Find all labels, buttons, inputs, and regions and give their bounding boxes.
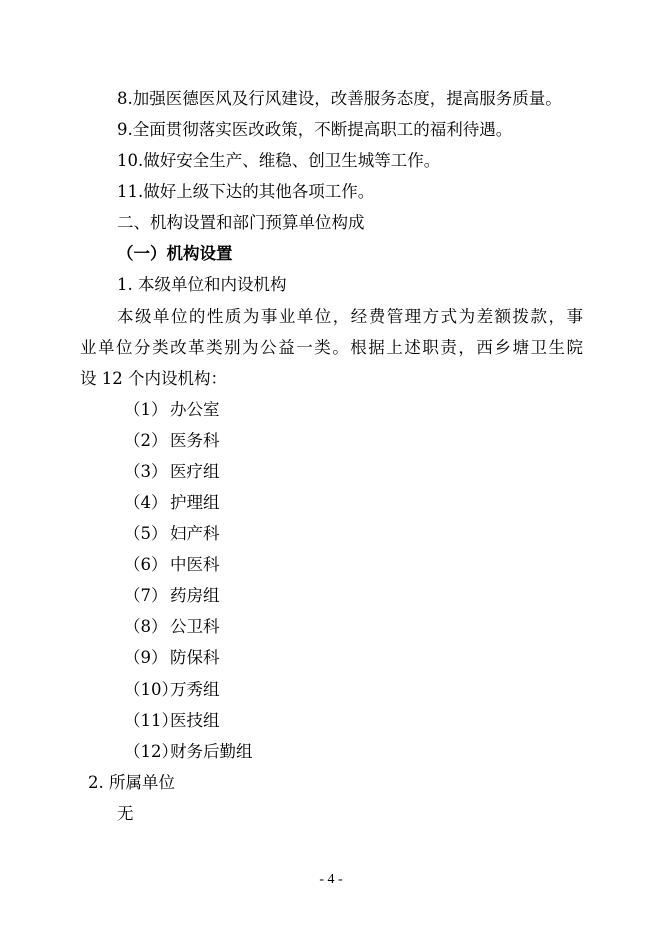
department-name: 办公室	[170, 400, 220, 419]
department-name: 妇产科	[170, 524, 220, 543]
department-number: （9）	[124, 648, 168, 667]
department-number: （12）	[124, 742, 178, 761]
paragraph-line: 本级单位的性质为事业单位，经费管理方式为差额拨款，事	[117, 307, 583, 326]
department-number: （2）	[124, 431, 168, 450]
department-item	[124, 462, 220, 482]
department-item	[124, 680, 220, 700]
department-item	[124, 524, 220, 544]
page-number: - 4 -	[319, 872, 343, 887]
department-name: 中医科	[170, 555, 220, 574]
department-number: （10）	[124, 680, 178, 699]
department-number: （6）	[124, 555, 168, 574]
department-name: 财务后勤组	[170, 742, 253, 761]
department-item	[124, 617, 220, 637]
paragraph-line: 设 12 个内设机构：	[80, 369, 227, 388]
department-item	[124, 648, 220, 668]
department-number: （8）	[124, 617, 168, 636]
sub-heading-affiliated-units: 2. 所属单位	[88, 773, 175, 792]
department-number: （3）	[124, 462, 168, 481]
department-number: （11）	[124, 711, 178, 730]
department-name: 药房组	[170, 586, 220, 605]
department-name: 护理组	[170, 493, 220, 512]
work-item: 11.做好上级下达的其他各项工作。	[117, 182, 375, 201]
department-number: （1）	[124, 400, 168, 419]
section-heading: 二、机构设置和部门预算单位构成	[117, 213, 365, 232]
department-item	[124, 493, 220, 513]
department-name: 公卫科	[170, 617, 220, 636]
department-name: 医技组	[170, 711, 220, 730]
department-name: 万秀组	[170, 680, 220, 699]
subsection-heading: （一）机构设置	[117, 244, 233, 263]
department-item	[124, 711, 220, 731]
department-item	[124, 742, 253, 762]
department-name: 防保科	[170, 648, 220, 667]
work-item: 10.做好安全生产、维稳、创卫生城等工作。	[117, 151, 441, 170]
department-number: （5）	[124, 524, 168, 543]
department-item	[124, 431, 220, 451]
work-item: 8.加强医德医风及行风建设，改善服务态度，提高服务质量。	[117, 89, 562, 108]
department-name: 医疗组	[170, 462, 220, 481]
department-item	[124, 586, 220, 606]
sub-heading-internal-units: 1. 本级单位和内设机构	[117, 275, 287, 294]
paragraph-line: 业单位分类改革类别为公益一类。根据上述职责，西乡塘卫生院	[80, 338, 583, 357]
department-number: （7）	[124, 586, 168, 605]
department-item	[124, 400, 220, 420]
department-name: 医务科	[170, 431, 220, 450]
work-item: 9.全面贯彻落实医改政策，不断提高职工的福利待遇。	[117, 120, 513, 139]
department-number: （4）	[124, 493, 168, 512]
affiliated-units-value: 无	[117, 804, 134, 823]
department-item	[124, 555, 220, 575]
